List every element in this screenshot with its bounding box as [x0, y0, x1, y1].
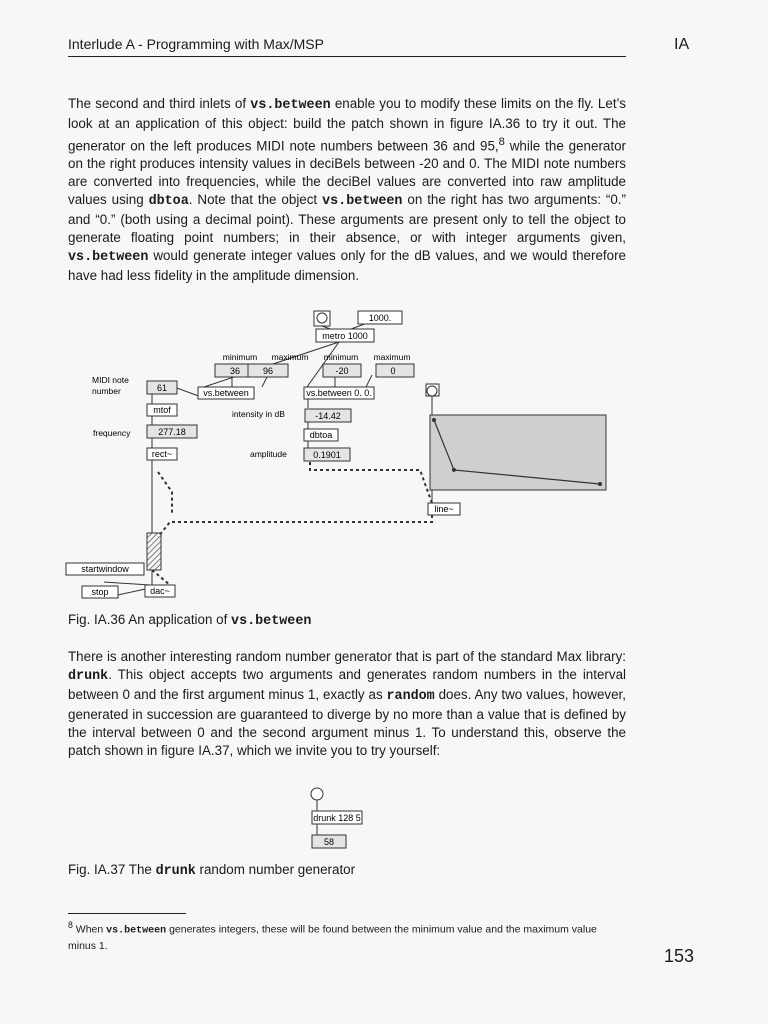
number-box-intensity[interactable] — [305, 409, 351, 422]
vs-between-right-object[interactable] — [304, 387, 374, 399]
caption36-prefix: Fig. IA.36 An application of — [68, 612, 232, 627]
stop-label: stop — [91, 587, 109, 597]
page-number: 153 — [664, 946, 695, 966]
code-vs-between-2: vs.between — [322, 194, 403, 210]
number-box-96[interactable] — [248, 364, 288, 377]
footnote-number: 8 — [68, 920, 73, 930]
stop-message[interactable] — [82, 586, 118, 598]
footnote-ref-8[interactable]: 8 — [498, 136, 505, 148]
number-frequency-value: 277.18 — [158, 427, 186, 437]
footnote-8 — [68, 918, 626, 954]
number-box-drunk[interactable] — [312, 835, 346, 848]
number-box-frequency[interactable] — [147, 425, 197, 438]
paragraph1-text-6: would generate integer values only for the dB values, and we would therefore have had less fidelity in the amplitude dimension. — [68, 248, 626, 284]
drunk-label: drunk 128 5 — [313, 813, 361, 823]
number-box-midi[interactable] — [147, 381, 177, 394]
startwindow-message[interactable] — [66, 563, 144, 575]
line-label: line~ — [434, 504, 454, 514]
paragraph1-text-1: The second and third inlets of — [68, 96, 251, 111]
paragraph1-text-3: while the generator on the right produces intensity values in deciBels between -20 and 0. The MIDI note numbers are converted into frequencies, while the deciBel values are converted into raw amplitude values using — [68, 138, 626, 208]
code-vs-between-3: vs.between — [68, 250, 149, 266]
frequency-label: frequency — [93, 428, 131, 438]
figure-ia37-caption — [68, 862, 355, 879]
vs-between-left-object[interactable] — [198, 387, 254, 399]
number-intensity-value: -14.42 — [315, 411, 341, 421]
number-36-value: 36 — [229, 366, 241, 376]
number-box-neg20[interactable] — [323, 364, 361, 377]
dbtoa-label: dbtoa — [309, 430, 333, 440]
startwindow-label: startwindow — [81, 564, 129, 574]
metro-label: metro 1000 — [322, 331, 368, 341]
code-drunk: drunk — [68, 669, 109, 684]
paragraph1-text-2: enable you to modify these limits on the fly. Let’s look at an application of this object: build the patch shown in figure IA.36 to try it out. The generator on the left produces MIDI note numbers between 36 and 95, — [68, 96, 626, 154]
footnote-text-2: generates integers, these will be found between the minimum value and the maximum value minus 1. — [68, 923, 597, 952]
paragraph1-text-4: . Note that the object — [188, 192, 323, 208]
caption37-suffix: random number generator — [195, 862, 356, 877]
number-neg20-value: -20 — [335, 366, 349, 376]
vs-between-right-label: vs.between 0. 0. — [306, 388, 372, 398]
line-object[interactable] — [428, 503, 460, 515]
number-0-value: 0 — [390, 366, 396, 376]
figure-ia37-patch — [300, 785, 380, 855]
maximum-left-label: maximum — [271, 352, 309, 362]
drunk-object[interactable] — [312, 811, 362, 824]
paragraph2-text-3: does. Any two values, however, generated in succession are guaranteed to diverge by no more than a value that is defined by the interval between 0 and the second argument minus 1. To understand this, observe the patch shown in figure IA.37, which we invite you to try yourself: — [68, 687, 626, 758]
dbtoa-object[interactable] — [304, 429, 338, 441]
paragraph-drunk — [68, 648, 626, 760]
message-1000-label: 1000. — [368, 313, 392, 323]
minimum-right-label: minimum — [323, 352, 359, 362]
midi-number-label: number — [92, 386, 121, 396]
bang-button[interactable] — [314, 311, 330, 326]
midi-note-label: MIDI note — [92, 375, 129, 385]
caption37-prefix: Fig. IA.37 The — [68, 862, 156, 877]
mtof-object[interactable] — [147, 404, 177, 416]
code-random: random — [386, 689, 435, 704]
function-breakpoint[interactable] — [432, 418, 436, 422]
footnote-text-1: When — [72, 923, 107, 936]
code-vs-between-1: vs.between — [250, 98, 331, 113]
footnote-code: vs.between — [106, 925, 167, 937]
bang-function[interactable] — [426, 384, 439, 396]
rect-object[interactable] — [147, 448, 177, 460]
paragraph2-text-2: . This object accepts two arguments and generates random numbers in the interval between 0 and the first argument minus 1, exactly as — [68, 667, 626, 702]
running-title: Interlude A - Programming with Max/MSP — [68, 36, 324, 52]
code-dbtoa: dbtoa — [148, 194, 189, 210]
number-96-value: 96 — [262, 366, 274, 376]
number-amplitude-value: 0.1901 — [313, 450, 341, 460]
amplitude-label: amplitude — [250, 449, 287, 459]
number-box-amplitude[interactable] — [304, 448, 350, 461]
maximum-right-label: maximum — [373, 352, 411, 362]
dac-object[interactable] — [145, 585, 175, 597]
mtof-label: mtof — [153, 405, 171, 415]
footnote-rule — [68, 913, 186, 914]
vs-between-left-label: vs.between — [203, 388, 249, 398]
caption37-code: drunk — [155, 864, 196, 879]
rect-label: rect~ — [151, 449, 173, 459]
intensity-label: intensity in dB — [232, 409, 285, 419]
number-drunk-value: 58 — [323, 837, 335, 847]
number-box-0[interactable] — [376, 364, 414, 377]
figure-ia36-caption — [68, 612, 311, 629]
chapter-label: IA — [674, 36, 690, 53]
function-breakpoint[interactable] — [452, 468, 456, 472]
function-editor[interactable] — [430, 415, 606, 490]
signal-cords — [152, 462, 432, 590]
caption36-code: vs.between — [231, 614, 312, 629]
metro-object[interactable] — [316, 329, 374, 342]
message-1000[interactable] — [358, 311, 402, 324]
multiply-signal-object[interactable] — [147, 533, 161, 570]
function-breakpoint[interactable] — [598, 482, 602, 486]
paragraph1-text-5: on the right has two arguments: “0.” and “0.” (both using a decimal point). These arguments are present only to tell the object to generate floating point numbers; in their absence, or with integer arguments given, — [68, 192, 626, 246]
paragraph2-text-1: There is another interesting random number generator that is part of the standard Max library: — [68, 649, 626, 664]
number-midi-value: 61 — [156, 383, 168, 393]
bang-drunk[interactable] — [311, 788, 323, 800]
dac-label: dac~ — [150, 586, 170, 596]
minimum-left-label: minimum — [222, 352, 258, 362]
